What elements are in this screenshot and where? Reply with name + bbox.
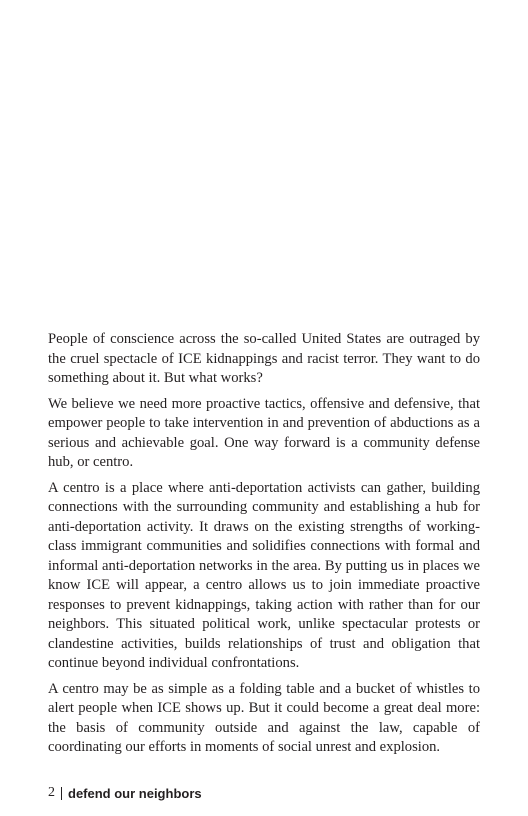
- body-text: [48, 330, 480, 764]
- running-title: defend our neighbors: [68, 785, 202, 801]
- paragraph-4: A centro may be as simple as a folding table and a bucket of whistles to alert people when ICE shows up. But it could become a great deal more: the basis of community outside and against the law, capable of coordinating our efforts in moments of social unrest and explosion.: [48, 680, 480, 755]
- page-number: 2: [48, 785, 55, 800]
- paragraph-3: A centro is a place where anti-deportation activists can gather, building connections with the surrounding community and establishing a hub for anti-deportation activity. It draws on the existing strengths of working-class immigrant communities and solidifies connections with formal and informal anti-deportation networks in the area. By putting us in places we know ICE will appear, a centro allows us to join immediate proactive responses to prevent kidnappings, taking action with rather than for our neighbors. This situated political work, unlike spectacular protests or clandestine activities, builds relationships of trust and obligation that continue beyond individual confrontations.: [48, 479, 480, 671]
- paragraph-2: We believe we need more proactive tactics, offensive and defensive, that empower people to take intervention in and prevention of abductions as a serious and achievable goal. One way forward is a community defense hub, or centro.: [48, 395, 480, 470]
- page-footer: [48, 783, 202, 803]
- paragraph-1: People of conscience across the so-called United States are outraged by the cruel spectacle of ICE kidnappings and racist terror. They want to do something about it. But what works?: [48, 331, 480, 386]
- footer-divider: [61, 787, 62, 800]
